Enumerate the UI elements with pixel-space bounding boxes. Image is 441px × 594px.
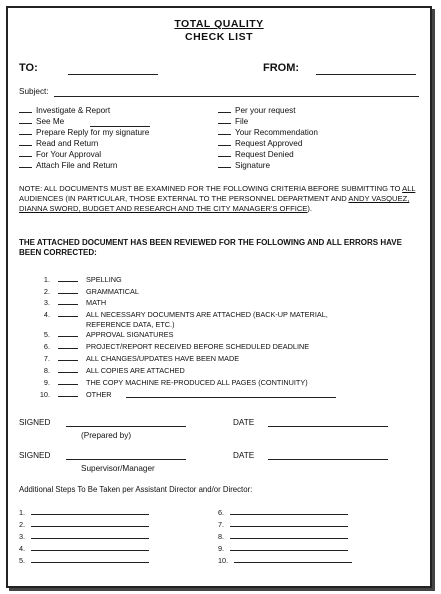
criteria-text: PROJECT/REPORT RECEIVED BEFORE SCHEDULED DEADLINE xyxy=(86,342,310,351)
step-number: 4. xyxy=(19,544,26,553)
left-option-label: Prepare Reply for my signature xyxy=(36,128,150,137)
criteria-item xyxy=(36,287,139,296)
to-label: TO: xyxy=(19,62,38,74)
step-item xyxy=(19,544,157,553)
left-option xyxy=(19,117,64,126)
left-option-label: Investigate & Report xyxy=(36,106,111,115)
right-checkbox-blank[interactable] xyxy=(218,139,231,146)
step-number: 8. xyxy=(218,532,225,541)
criteria-text: ALL COPIES ARE ATTACHED xyxy=(86,366,185,375)
right-option xyxy=(218,106,296,115)
reviewed-heading: THE ATTACHED DOCUMENT HAS BEEN REVIEWED FOR THE FOLLOWING AND ALL ERRORS HAVE BEEN CORRECTED: xyxy=(19,238,402,257)
left-checkbox-blank[interactable] xyxy=(19,117,32,124)
form-title-line1: TOTAL QUALITY xyxy=(174,18,264,30)
right-checkbox-blank[interactable] xyxy=(218,128,231,135)
criteria-check-blank[interactable] xyxy=(58,390,78,397)
see-me-field[interactable] xyxy=(90,126,150,127)
left-option xyxy=(19,139,98,148)
criteria-item xyxy=(36,330,173,339)
step-number: 2. xyxy=(19,520,26,529)
left-option-label: Read and Return xyxy=(36,139,99,148)
step-field[interactable] xyxy=(230,544,348,551)
left-checkbox-blank[interactable] xyxy=(19,106,32,113)
criteria-number: 6. xyxy=(43,342,50,351)
step-number: 1. xyxy=(19,508,26,517)
step-number: 7. xyxy=(218,520,225,529)
criteria-number: 8. xyxy=(43,366,50,375)
left-option xyxy=(19,106,110,115)
step-number: 3. xyxy=(19,532,26,541)
criteria-number: 3. xyxy=(43,298,50,307)
left-option-label: See Me xyxy=(36,117,65,126)
date-label-1: DATE xyxy=(233,418,255,427)
additional-steps-label: Additional Steps To Be Taken per Assistant Director and/or Director: xyxy=(19,485,253,494)
criteria-item xyxy=(36,298,106,307)
criteria-text: ALL CHANGES/UPDATES HAVE BEEN MADE xyxy=(86,354,240,363)
step-field[interactable] xyxy=(31,532,149,539)
criteria-item xyxy=(36,342,309,351)
step-item xyxy=(218,544,356,553)
form-title-line2: CHECK LIST xyxy=(185,31,253,43)
subject-label: Subject: xyxy=(19,87,49,96)
right-option-label: File xyxy=(235,117,249,126)
right-option-label: Request Denied xyxy=(235,150,294,159)
criteria-text: ALL NECESSARY DOCUMENTS ARE ATTACHED (BACK-UP MATERIAL, xyxy=(86,310,328,319)
criteria-number: 10. xyxy=(39,390,50,399)
right-option xyxy=(218,150,294,159)
step-field[interactable] xyxy=(234,556,352,563)
step-item xyxy=(19,556,157,565)
left-checkbox-blank[interactable] xyxy=(19,139,32,146)
criteria-text: SPELLING xyxy=(86,275,122,284)
right-option xyxy=(218,128,318,137)
criteria-check-blank[interactable] xyxy=(58,298,78,305)
step-field[interactable] xyxy=(31,508,149,515)
criteria-text: OTHER xyxy=(86,390,112,399)
signed-field-2[interactable] xyxy=(66,459,186,460)
date-label-2: DATE xyxy=(233,451,255,460)
right-option-label: Signature xyxy=(235,161,271,170)
left-option-label: For Your Approval xyxy=(36,150,102,159)
step-field[interactable] xyxy=(31,544,149,551)
criteria-check-blank[interactable] xyxy=(58,342,78,349)
date-field-1[interactable] xyxy=(268,426,388,427)
criteria-check-blank[interactable] xyxy=(58,366,78,373)
criteria-check-blank[interactable] xyxy=(58,275,78,282)
criteria-item xyxy=(36,378,308,387)
note-paragraph: NOTE: ALL DOCUMENTS MUST BE EXAMINED FOR THE FOLLOWING CRITERIA BEFORE SUBMITTING TO ALL AUDIENCES (IN PARTICULAR, THOSE EXTERNAL TO THE PERSONNEL DEPARTMENT AND ANDY VASQUEZ, DIANNA SWORD, BUDGET AND RESEARCH AND THE CITY MANAGER'S OFFICE). xyxy=(19,184,416,213)
left-option xyxy=(19,161,117,170)
criteria-text: APPROVAL SIGNATURES xyxy=(86,330,174,339)
criteria-text: MATH xyxy=(86,298,107,307)
from-field[interactable] xyxy=(316,74,416,75)
subject-field[interactable] xyxy=(54,96,419,97)
criteria-number: 1. xyxy=(43,275,50,284)
signed-label-1: SIGNED xyxy=(19,418,51,427)
criteria-item xyxy=(36,275,122,284)
step-item xyxy=(19,532,157,541)
right-option xyxy=(218,117,248,126)
from-label: FROM: xyxy=(263,62,300,74)
criteria-text: GRAMMATICAL xyxy=(86,287,139,296)
left-option-label: Attach File and Return xyxy=(36,161,118,170)
other-field[interactable] xyxy=(126,397,336,398)
step-field[interactable] xyxy=(31,556,149,563)
right-option xyxy=(218,161,270,170)
step-field[interactable] xyxy=(31,520,149,527)
right-option-label: Request Approved xyxy=(235,139,303,148)
criteria-number: 9. xyxy=(43,378,50,387)
step-item xyxy=(19,508,157,517)
criteria-number: 4. xyxy=(43,310,50,319)
right-option-label: Per your request xyxy=(235,106,296,115)
checklist-form xyxy=(6,6,432,588)
criteria-item xyxy=(36,310,328,330)
criteria-number: 7. xyxy=(43,354,50,363)
criteria-check-blank[interactable] xyxy=(58,310,78,317)
step-number: 10. xyxy=(218,556,229,565)
right-option xyxy=(218,139,302,148)
step-field[interactable] xyxy=(230,532,348,539)
criteria-number: 2. xyxy=(43,287,50,296)
step-number: 6. xyxy=(218,508,225,517)
criteria-item xyxy=(36,354,239,363)
criteria-number: 5. xyxy=(43,330,50,339)
step-number: 5. xyxy=(19,556,26,565)
signed-field-1[interactable] xyxy=(66,426,186,427)
left-checkbox-blank[interactable] xyxy=(19,128,32,135)
criteria-check-blank[interactable] xyxy=(58,287,78,294)
step-number: 9. xyxy=(218,544,225,553)
date-field-2[interactable] xyxy=(268,459,388,460)
supervisor-label: Supervisor/Manager xyxy=(81,464,155,473)
right-checkbox-blank[interactable] xyxy=(218,106,231,113)
to-field[interactable] xyxy=(68,74,158,75)
right-checkbox-blank[interactable] xyxy=(218,150,231,157)
criteria-check-blank[interactable] xyxy=(58,354,78,361)
criteria-check-blank[interactable] xyxy=(58,330,78,337)
step-field[interactable] xyxy=(230,508,348,515)
signed-label-2: SIGNED xyxy=(19,451,51,460)
right-checkbox-blank[interactable] xyxy=(218,161,231,168)
step-item xyxy=(19,520,157,529)
left-option xyxy=(19,150,101,159)
step-item xyxy=(218,556,360,565)
left-option xyxy=(19,128,149,137)
right-option-label: Your Recommendation xyxy=(235,128,318,137)
right-checkbox-blank[interactable] xyxy=(218,117,231,124)
step-item xyxy=(218,532,356,541)
left-checkbox-blank[interactable] xyxy=(19,161,32,168)
criteria-item xyxy=(36,366,185,375)
left-checkbox-blank[interactable] xyxy=(19,150,32,157)
criteria-item xyxy=(36,390,336,399)
criteria-text: THE COPY MACHINE RE-PRODUCED ALL PAGES (CONTINUITY) xyxy=(86,378,308,387)
prepared-by-label: (Prepared by) xyxy=(81,431,132,440)
step-item xyxy=(218,520,356,529)
criteria-check-blank[interactable] xyxy=(58,378,78,385)
criteria-text-continued: REFERENCE DATA, ETC.) xyxy=(86,320,175,329)
step-item xyxy=(218,508,356,517)
step-field[interactable] xyxy=(230,520,348,527)
